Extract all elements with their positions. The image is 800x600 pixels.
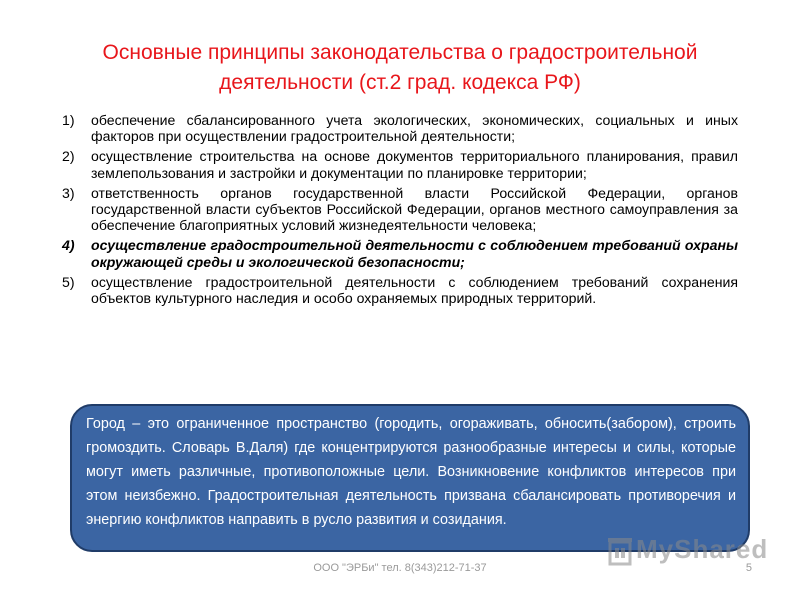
list-item [62, 237, 738, 269]
item-number: 3) [62, 184, 75, 201]
item-text: осуществление строительства на основе документов территориального планирования, правил землепользования и застройки и документации по планировке территории; [91, 148, 738, 181]
item-number: 2) [62, 148, 75, 165]
list-item [62, 112, 738, 144]
item-text: ответственность органов государственной власти Российской Федерации, органов государственной власти субъектов Российской Федерации, органов местного самоуправления за обеспечение благоприятных условий жизнедеятельности человека; [91, 184, 738, 234]
item-number: 1) [62, 112, 75, 128]
city-definition-callout: Город – это ограниченное пространство (городить, огораживать, обносить(забором), строить громоздить. Словарь В.Даля) где концентрируются разнообразные интересы и силы, которые могут иметь различные, противоположные цели. Возникновение конфликтов интересов при этом неизбежно. Градостроительная деятельность призвана сбалансировать противоречия и энергию конфликтов направить в русло развития и созидания. [70, 404, 750, 552]
slide-title: Основные принципы законодательства о градостроительной деятельности (ст.2 град. кодекса РФ) [102, 41, 698, 94]
item-number: 4) [62, 237, 75, 254]
page-number: 5 [745, 562, 752, 574]
watermark-text: MyShared [636, 534, 769, 564]
item-text: обеспечение сбалансированного учета экологических, экономических, социальных и иных факторов при осуществлении градостроительной деятельности; [91, 112, 738, 145]
item-text: осуществление градостроительной деятельности с соблюдением требований охраны окружающей среды и экологической безопасности; [91, 237, 738, 270]
list-item [62, 148, 738, 180]
item-text: осуществление градостроительной деятельности с соблюдением требований сохранения объектов культурного наследия и особо охраняемых природных территорий. [91, 273, 738, 307]
list-item [62, 274, 738, 306]
footer-contact: ООО "ЭРБи" тел. 8(343)212-71-37 [313, 562, 487, 574]
item-number: 5) [62, 273, 75, 290]
list-item [62, 185, 738, 234]
principles-list [62, 112, 738, 310]
